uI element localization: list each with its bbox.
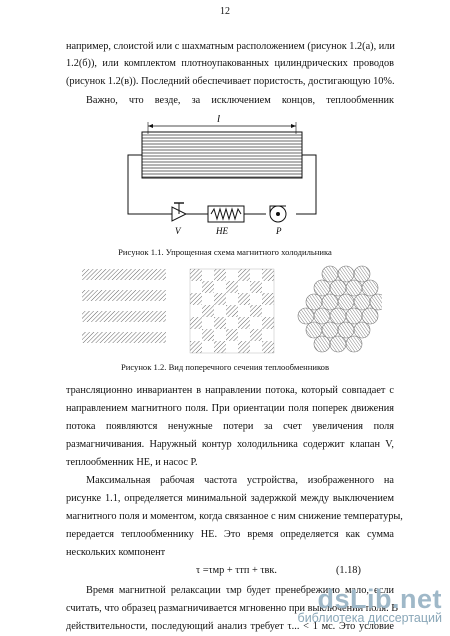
text-line: 1.2(б)), или комплектом плотноупакованных цилиндрических проводов <box>66 58 394 69</box>
cross-section-figures <box>82 263 382 358</box>
figure-2-caption: Рисунок 1.2. Вид поперечного сечения теплообменников <box>120 362 330 372</box>
text-line: Максимальная рабочая частота устройства, изображенного на <box>86 475 394 486</box>
pump-label: P <box>276 226 282 236</box>
text-line: потока появляются ненужные потери за счет увеличения поля <box>66 421 394 432</box>
figure-1-caption: Рисунок 1.1. Упрощенная схема магнитного холодильника <box>118 247 332 257</box>
regenerator-block <box>142 132 302 178</box>
text-line: размагничивания. Наружный контур холодильника содержит клапан V, <box>66 439 394 450</box>
magnetic-refrigerator-diagram <box>120 110 330 242</box>
text-line: считать, что образец размагничивается мгновенно при выключении поля. В <box>66 603 399 614</box>
page-number: 12 <box>220 6 230 17</box>
length-label: l <box>217 113 221 125</box>
watermark <box>298 584 442 625</box>
checkerboard-cross-section <box>190 269 274 353</box>
text-line: Важно, что везде, за исключением концов, теплообменник <box>86 95 394 106</box>
text-line: нескольких компонент <box>66 547 166 558</box>
text-line: направлением магнитного поля. При ориентации поля поперек движения <box>66 403 394 414</box>
text-line: действительности, последующий анализ требует τ... < 1 мс. Это условие <box>66 621 394 632</box>
text-line: например, слоистой или с шахматным расположением (рисунок 1.2(а), или <box>66 41 395 52</box>
text-line: магнитного поля и моментом, когда связанное с ним снижение температуры, <box>66 511 403 522</box>
watermark-logo: dsLib.net <box>317 584 442 614</box>
equation-formula: τ =τмр + τтп + τвк. <box>196 565 277 576</box>
text-line: Время магнитной релаксации τмр будет пренебрежимо мало, если <box>86 585 394 596</box>
text-line: теплообменник НЕ, и насос Р. <box>66 457 198 468</box>
valve-symbol <box>165 203 186 221</box>
text-line: (рисунок 1.2(в)). Последний обеспечивает пористость, достигающую 10%. <box>66 76 395 87</box>
layered-cross-section <box>82 269 166 353</box>
text-line: трансляционно инвариантен в направлении потока, который совпадает с <box>66 385 394 396</box>
pump-symbol <box>270 206 286 222</box>
watermark-subtitle: библиотека диссертаций <box>297 611 442 625</box>
he-label: HE <box>216 226 228 236</box>
valve-label: V <box>175 226 181 236</box>
text-line: передается теплообменнику НЕ. Это время определяется как сумма <box>66 529 394 540</box>
equation-number: (1.18) <box>336 565 361 576</box>
text-line: рисунке 1.1, определяется минимальной задержкой между выключением <box>66 493 394 504</box>
packed-wires-cross-section <box>298 266 382 352</box>
